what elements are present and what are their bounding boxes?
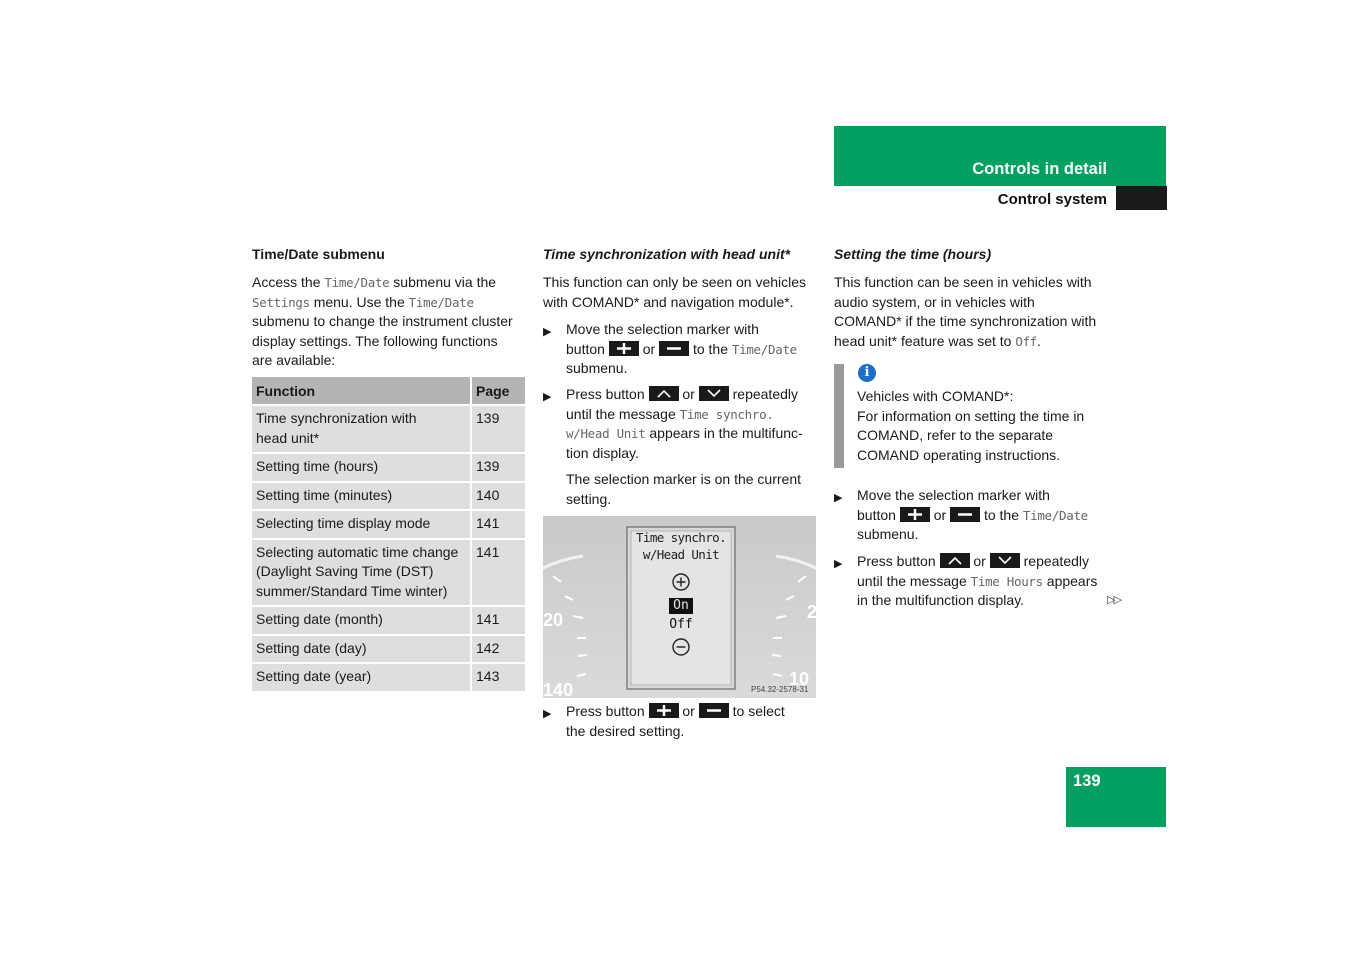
table-cell-page: 141 — [471, 510, 525, 539]
lcd-minus-icon — [672, 638, 690, 656]
table-cell-function: Selecting time display mode — [252, 510, 471, 539]
table-cell-page: 142 — [471, 635, 525, 664]
table-cell-page: 141 — [471, 606, 525, 635]
figure-code: P54.32-2578-31 — [751, 685, 809, 694]
function-table — [252, 377, 525, 691]
bullet-arrow-icon: ▶ — [543, 326, 552, 338]
bullet-arrow-icon: ▶ — [543, 708, 552, 720]
lcd-option-off: Off — [669, 617, 693, 632]
col3-step-2: Press button or repeatedly until the message Time Hours appears in the multifunction display. — [857, 553, 1098, 608]
minus-button-icon — [659, 341, 689, 356]
table-row — [252, 606, 525, 635]
minus-button-icon — [699, 703, 729, 718]
chapter-title: Controls in detail — [972, 160, 1107, 178]
table-row — [252, 635, 525, 664]
col2-step-2: Press button or repeatedly until the message Time synchro. w/Head Unit appears in the multifunc- tion display. — [566, 386, 803, 461]
table-cell-page: 139 — [471, 453, 525, 482]
table-row — [252, 405, 525, 453]
page-number: 139 — [1073, 772, 1101, 790]
table-row — [252, 539, 525, 607]
bullet-arrow-icon: ▶ — [834, 492, 843, 504]
info-note: Vehicles with COMAND*: For information on setting the time in COMAND, refer to the separate COMAND operating instructions. — [857, 388, 1085, 463]
down-button-icon — [990, 553, 1020, 568]
display-overlay — [543, 516, 816, 698]
col2-step-3: Press button or to select the desired setting. — [566, 703, 785, 739]
gauge-right-number: 10 — [789, 669, 810, 689]
col2-paragraph: This function can only be seen on vehicles with COMAND* and navigation module*. — [543, 274, 807, 310]
table-header-function: Function — [252, 377, 471, 405]
table-cell-function: Time synchronization with head unit* — [252, 405, 471, 453]
table-header-row — [252, 377, 525, 405]
table-cell-page: 139 — [471, 405, 525, 453]
table-header-page: Page — [471, 377, 525, 405]
col1-heading: Time/Date submenu — [252, 246, 385, 262]
section-title: Control system — [997, 191, 1107, 208]
info-icon: i — [858, 364, 876, 382]
lcd-plus-icon — [672, 573, 690, 591]
up-button-icon — [940, 553, 970, 568]
col2-note: The selection marker is on the current setting. — [566, 471, 801, 507]
up-button-icon — [649, 386, 679, 401]
info-note-bar — [834, 364, 844, 468]
col1-intro: Access the Time/Date submenu via the Settings menu. Use the Time/Date submenu to change the instrument cluster display settings. The following functions are available: — [252, 274, 513, 368]
col2-heading: Time synchronization with head unit* — [543, 246, 791, 262]
table-cell-page: 141 — [471, 539, 525, 607]
bullet-arrow-icon: ▶ — [834, 558, 843, 570]
table-cell-function: Selecting automatic time change (Daylight Saving Time (DST) summer/Standard Time winter) — [252, 539, 471, 607]
table-cell-page: 140 — [471, 482, 525, 511]
table-row — [252, 482, 525, 511]
table-cell-page: 143 — [471, 663, 525, 691]
gauge-right-number: 2 — [807, 602, 818, 622]
bullet-arrow-icon: ▶ — [543, 391, 552, 403]
col3-heading: Setting the time (hours) — [834, 246, 992, 262]
table-cell-function: Setting date (year) — [252, 663, 471, 691]
gauge-left-number: 20 — [543, 610, 564, 630]
col3-step-1: Move the selection marker with button or to the Time/Date submenu. — [857, 487, 1088, 542]
continued-arrows-icon: ▷▷ — [1107, 594, 1120, 606]
table-row — [252, 453, 525, 482]
col2-step-1: Move the selection marker with button or to the Time/Date submenu. — [566, 321, 797, 376]
lcd-text: Time synchro. w/Head Unit — [635, 530, 727, 562]
plus-button-icon — [900, 507, 930, 522]
plus-button-icon — [649, 703, 679, 718]
lcd-option-on-selected: On — [669, 598, 693, 614]
col3-paragraph: This function can be seen in vehicles with audio system, or in vehicles with COMAND* if the time synchronization with head unit* feature was set to Off. — [834, 274, 1097, 349]
table-cell-function: Setting date (day) — [252, 635, 471, 664]
table-cell-function: Setting time (hours) — [252, 453, 471, 482]
table-cell-function: Setting date (month) — [252, 606, 471, 635]
minus-button-icon — [950, 507, 980, 522]
thumb-tab — [1116, 186, 1167, 210]
table-row — [252, 510, 525, 539]
table-row — [252, 663, 525, 691]
table-cell-function: Setting time (minutes) — [252, 482, 471, 511]
down-button-icon — [699, 386, 729, 401]
gauge-left-number: 140 — [543, 680, 574, 700]
plus-button-icon — [609, 341, 639, 356]
